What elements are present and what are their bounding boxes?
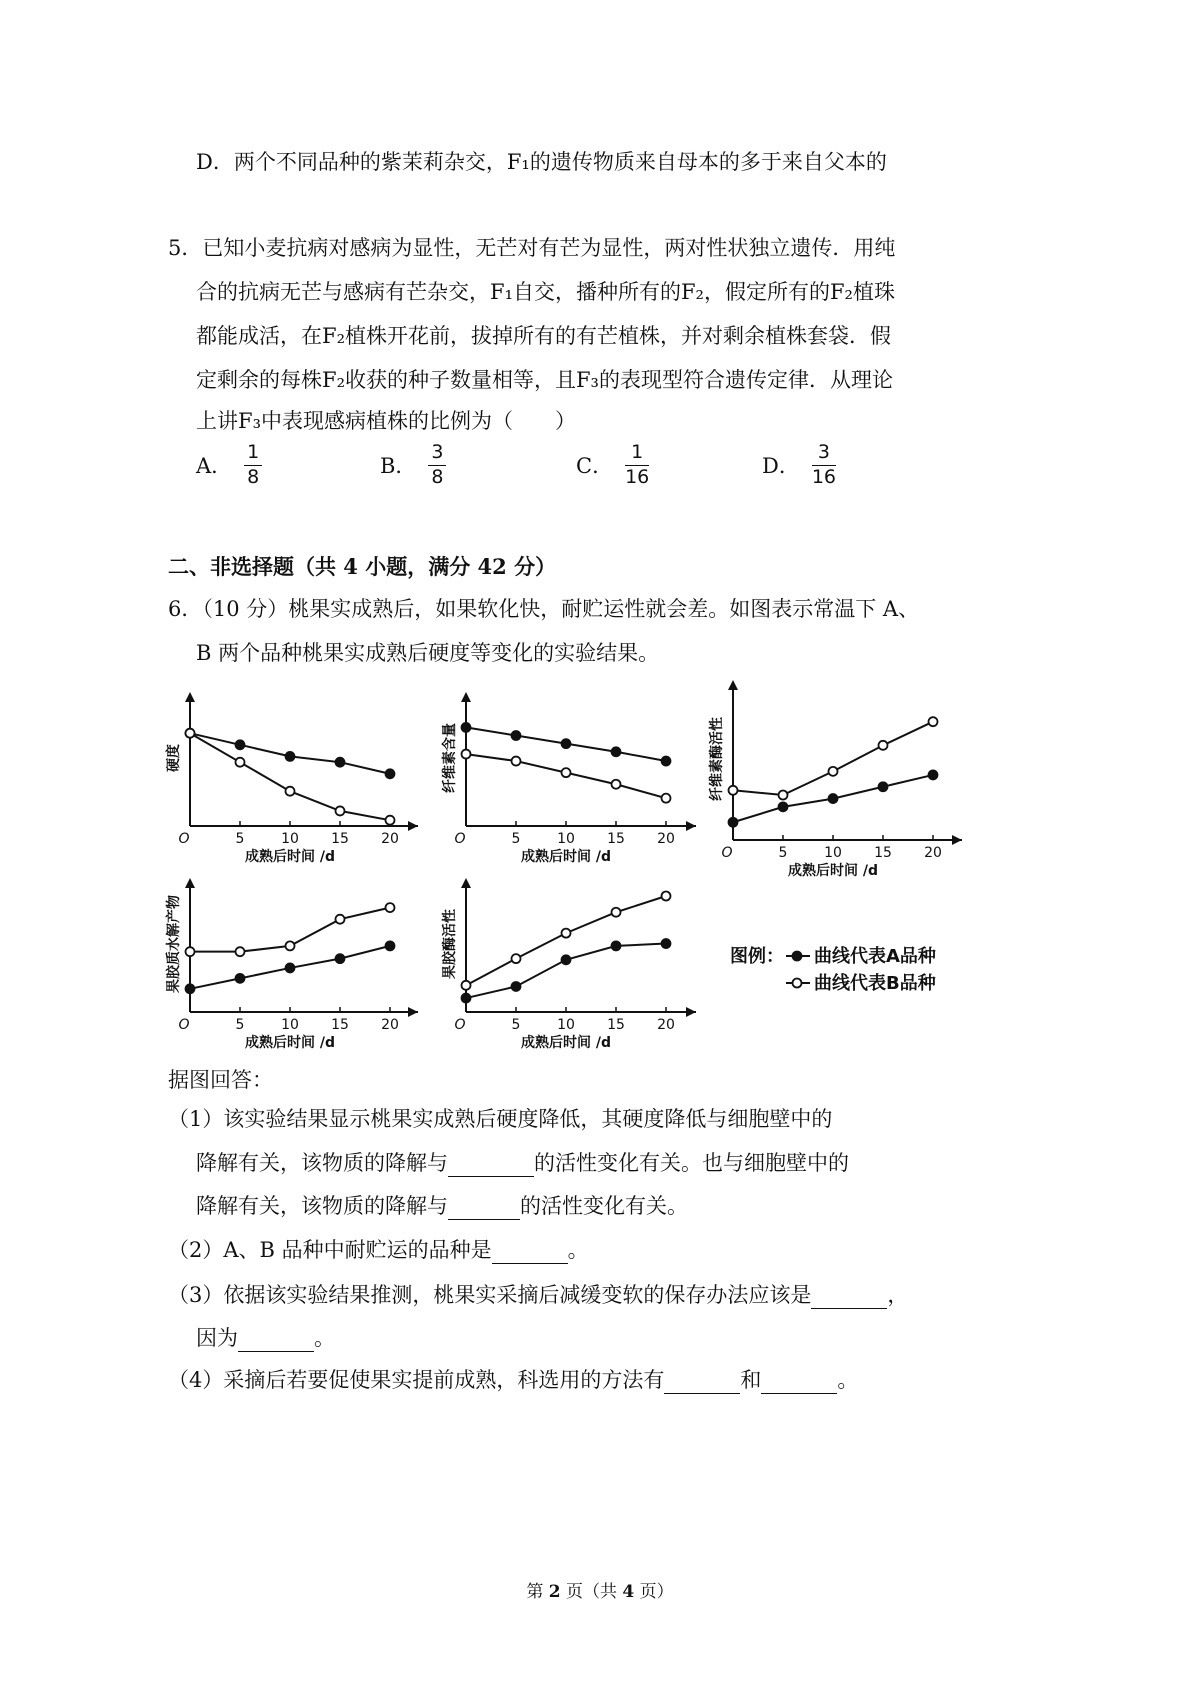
data-point-b: [386, 903, 395, 912]
data-point-b: [929, 717, 938, 726]
sub-question-2: （2）A、B 品种中耐贮运的品种是 。: [168, 1238, 589, 1262]
data-point-b: [186, 729, 195, 738]
fraction: $\frac{1}{8}$: [244, 443, 262, 488]
data-point-b: [562, 929, 571, 938]
data-point-a: [512, 982, 521, 991]
q6-after-chart: 据图回答：: [168, 1068, 273, 1092]
series-line-b: [466, 896, 666, 985]
series-line-a: [733, 775, 933, 822]
data-point-a: [386, 941, 395, 950]
y-axis-arrow: [185, 692, 195, 702]
y-axis-title: 果胶酶活性: [442, 909, 458, 979]
y-axis-title: 纤维素含量: [442, 723, 458, 793]
x-tick-label: 15: [607, 1017, 625, 1033]
answer-blank[interactable]: [448, 1197, 520, 1220]
data-point-b: [662, 892, 671, 901]
data-point-a: [286, 963, 295, 972]
data-point-a: [929, 770, 938, 779]
x-axis-arrow: [686, 821, 696, 831]
x-axis-arrow: [408, 821, 418, 831]
x-tick-label: 20: [381, 1017, 399, 1033]
chart-panel-4: [165, 878, 418, 1051]
legend-marker-b: [793, 979, 802, 988]
data-point-a: [562, 955, 571, 964]
q5-option-a[interactable]: A． $\frac{1}{8}$: [196, 443, 262, 488]
data-point-a: [562, 739, 571, 748]
x-tick-label: 15: [607, 831, 625, 847]
sub-question-4: （4）采摘后若要促使果实提前成熟，科选用的方法有 和 。: [168, 1368, 859, 1392]
data-point-b: [612, 908, 621, 917]
series-line-b: [733, 722, 933, 795]
data-point-a: [612, 941, 621, 950]
page-footer: 第 2 页（共 4 页）: [526, 1582, 674, 1602]
x-tick-label: 20: [657, 1017, 675, 1033]
answer-blank[interactable]: [238, 1329, 314, 1352]
origin-label: O: [454, 1017, 466, 1033]
q5-line-1: 5．已知小麦抗病对感病为显性，无芒对有芒为显性，两对性状独立遗传．用纯: [168, 236, 896, 260]
x-tick-label: 10: [557, 831, 575, 847]
y-axis-title: 硬度: [166, 744, 182, 772]
q5-option-d[interactable]: D． $\frac{3}{16}$: [762, 441, 837, 488]
q5-option-b[interactable]: B． $\frac{3}{8}$: [380, 443, 446, 488]
data-point-a: [779, 802, 788, 811]
data-point-b: [462, 981, 471, 990]
data-point-a: [829, 794, 838, 803]
q5-line-5: 上讲F₃中表现感病植株的比例为（ ）: [196, 409, 576, 433]
sub-question-1-line-1: （1）该实验结果显示桃果实成熟后硬度降低，其硬度降低与细胞壁中的: [168, 1107, 833, 1131]
x-tick-label: 5: [778, 845, 788, 861]
q5-option-c[interactable]: C． $\frac{1}{16}$: [576, 441, 650, 488]
y-axis-arrow: [461, 878, 471, 888]
data-point-b: [562, 768, 571, 777]
q4-option-d: D．两个不同品种的紫茉莉杂交，F₁的遗传物质来自母本的多于来自父本的: [196, 150, 887, 174]
data-point-a: [186, 984, 195, 993]
origin-label: O: [178, 1017, 190, 1033]
x-tick-label: 20: [657, 831, 675, 847]
x-tick-label: 20: [924, 845, 942, 861]
origin-label: O: [178, 831, 190, 847]
chart-panel-3: [708, 680, 962, 879]
data-point-a: [236, 740, 245, 749]
data-point-a: [186, 729, 195, 738]
q5-line-2: 合的抗病无芒与感病有芒杂交，F₁自交，播种所有的F₂，假定所有的F₂植珠: [196, 280, 895, 304]
data-point-a: [662, 939, 671, 948]
legend-title: 图例：: [730, 946, 784, 967]
sub-question-1-line-2: 降解有关，该物质的降解与 的活性变化有关。也与细胞壁中的: [196, 1151, 849, 1175]
sub-question-1-line-3: 降解有关，该物质的降解与 的活性变化有关。: [196, 1194, 688, 1218]
x-tick-label: 10: [281, 831, 299, 847]
x-axis-arrow: [686, 1007, 696, 1017]
x-axis-title: 成熟后时间 /d: [244, 1035, 336, 1051]
x-tick-label: 15: [874, 845, 892, 861]
data-point-b: [386, 816, 395, 825]
data-point-b: [662, 794, 671, 803]
y-axis-arrow: [461, 692, 471, 702]
fraction: $\frac{3}{16}$: [811, 441, 837, 488]
series-line-a: [190, 946, 390, 989]
x-tick-label: 5: [235, 831, 245, 847]
fraction: $\frac{3}{8}$: [428, 443, 446, 488]
series-line-a: [190, 733, 390, 774]
answer-blank[interactable]: [448, 1154, 534, 1177]
section-title: 二、非选择题（共 4 小题，满分 42 分）: [168, 554, 557, 579]
legend-label-a: 曲线代表A品种: [814, 946, 936, 967]
y-axis-arrow: [185, 878, 195, 888]
x-tick-label: 5: [511, 831, 521, 847]
data-point-a: [236, 974, 245, 983]
data-point-a: [512, 731, 521, 740]
data-point-b: [462, 750, 471, 759]
x-axis-title: 成熟后时间 /d: [520, 849, 612, 865]
x-axis-title: 成熟后时间 /d: [787, 863, 879, 879]
series-line-a: [466, 727, 666, 761]
x-tick-label: 15: [331, 1017, 349, 1033]
chart-panel-1: [165, 692, 418, 865]
answer-blank[interactable]: [811, 1286, 887, 1309]
data-point-b: [336, 806, 345, 815]
x-axis-arrow: [952, 835, 962, 845]
legend-marker-a: [793, 952, 802, 961]
answer-blank[interactable]: [492, 1241, 568, 1264]
data-point-b: [186, 947, 195, 956]
q6-line-2: B 两个品种桃果实成熟后硬度等变化的实验结果。: [196, 641, 660, 665]
series-line-a: [466, 944, 666, 999]
series-line-b: [190, 908, 390, 952]
legend-label-b: 曲线代表B品种: [814, 973, 936, 994]
series-line-b: [466, 754, 666, 798]
chart-panel-2: [441, 692, 696, 865]
data-point-b: [879, 741, 888, 750]
data-point-a: [336, 954, 345, 963]
data-point-b: [729, 786, 738, 795]
y-axis-title: 纤维素酶活性: [709, 717, 725, 801]
data-point-b: [512, 757, 521, 766]
sub-question-3-line-1: （3）依据该实验结果推测，桃果实采摘后减缓变软的保存办法应该是 ，: [168, 1283, 909, 1307]
chart-legend: [730, 945, 936, 994]
data-point-a: [462, 994, 471, 1003]
sub-question-3-line-2: 因为 。: [196, 1326, 335, 1350]
answer-blank[interactable]: [761, 1371, 837, 1394]
x-tick-label: 5: [235, 1017, 245, 1033]
data-point-b: [612, 780, 621, 789]
y-axis-title: 果胶质水解产物: [166, 895, 182, 993]
x-tick-label: 20: [381, 831, 399, 847]
x-tick-label: 10: [281, 1017, 299, 1033]
data-point-a: [612, 747, 621, 756]
data-point-a: [286, 752, 295, 761]
x-tick-label: 5: [511, 1017, 521, 1033]
chart-panel-5: [441, 878, 696, 1051]
data-point-a: [879, 782, 888, 791]
data-point-a: [336, 758, 345, 767]
q5-line-4: 定剩余的每株F₂收获的种子数量相等，且F₃的表现型符合遗传定律．从理论: [196, 368, 893, 392]
data-point-b: [286, 787, 295, 796]
data-point-a: [386, 769, 395, 778]
origin-label: O: [454, 831, 466, 847]
fraction: $\frac{1}{16}$: [625, 441, 650, 488]
x-axis-title: 成熟后时间 /d: [244, 849, 336, 865]
x-tick-label: 10: [824, 845, 842, 861]
data-point-b: [236, 758, 245, 767]
data-point-a: [729, 818, 738, 827]
x-axis-arrow: [408, 1007, 418, 1017]
x-tick-label: 10: [557, 1017, 575, 1033]
data-point-a: [462, 723, 471, 732]
x-tick-label: 15: [331, 831, 349, 847]
q5-line-3: 都能成活，在F₂植株开花前，拔掉所有的有芒植株，并对剩余植株套袋．假: [196, 324, 891, 348]
x-axis-title: 成熟后时间 /d: [520, 1035, 612, 1051]
origin-label: O: [721, 845, 733, 861]
data-point-b: [829, 767, 838, 776]
series-line-b: [190, 733, 390, 820]
data-point-b: [512, 954, 521, 963]
q6-line-1: 6．（10 分）桃果实成熟后，如果软化快，耐贮运性就会差。如图表示常温下 A、: [168, 597, 920, 621]
data-point-b: [336, 915, 345, 924]
data-point-b: [779, 791, 788, 800]
data-point-a: [662, 757, 671, 766]
data-point-b: [236, 947, 245, 956]
y-axis-arrow: [728, 680, 738, 690]
data-point-b: [286, 941, 295, 950]
answer-blank[interactable]: [664, 1371, 740, 1394]
